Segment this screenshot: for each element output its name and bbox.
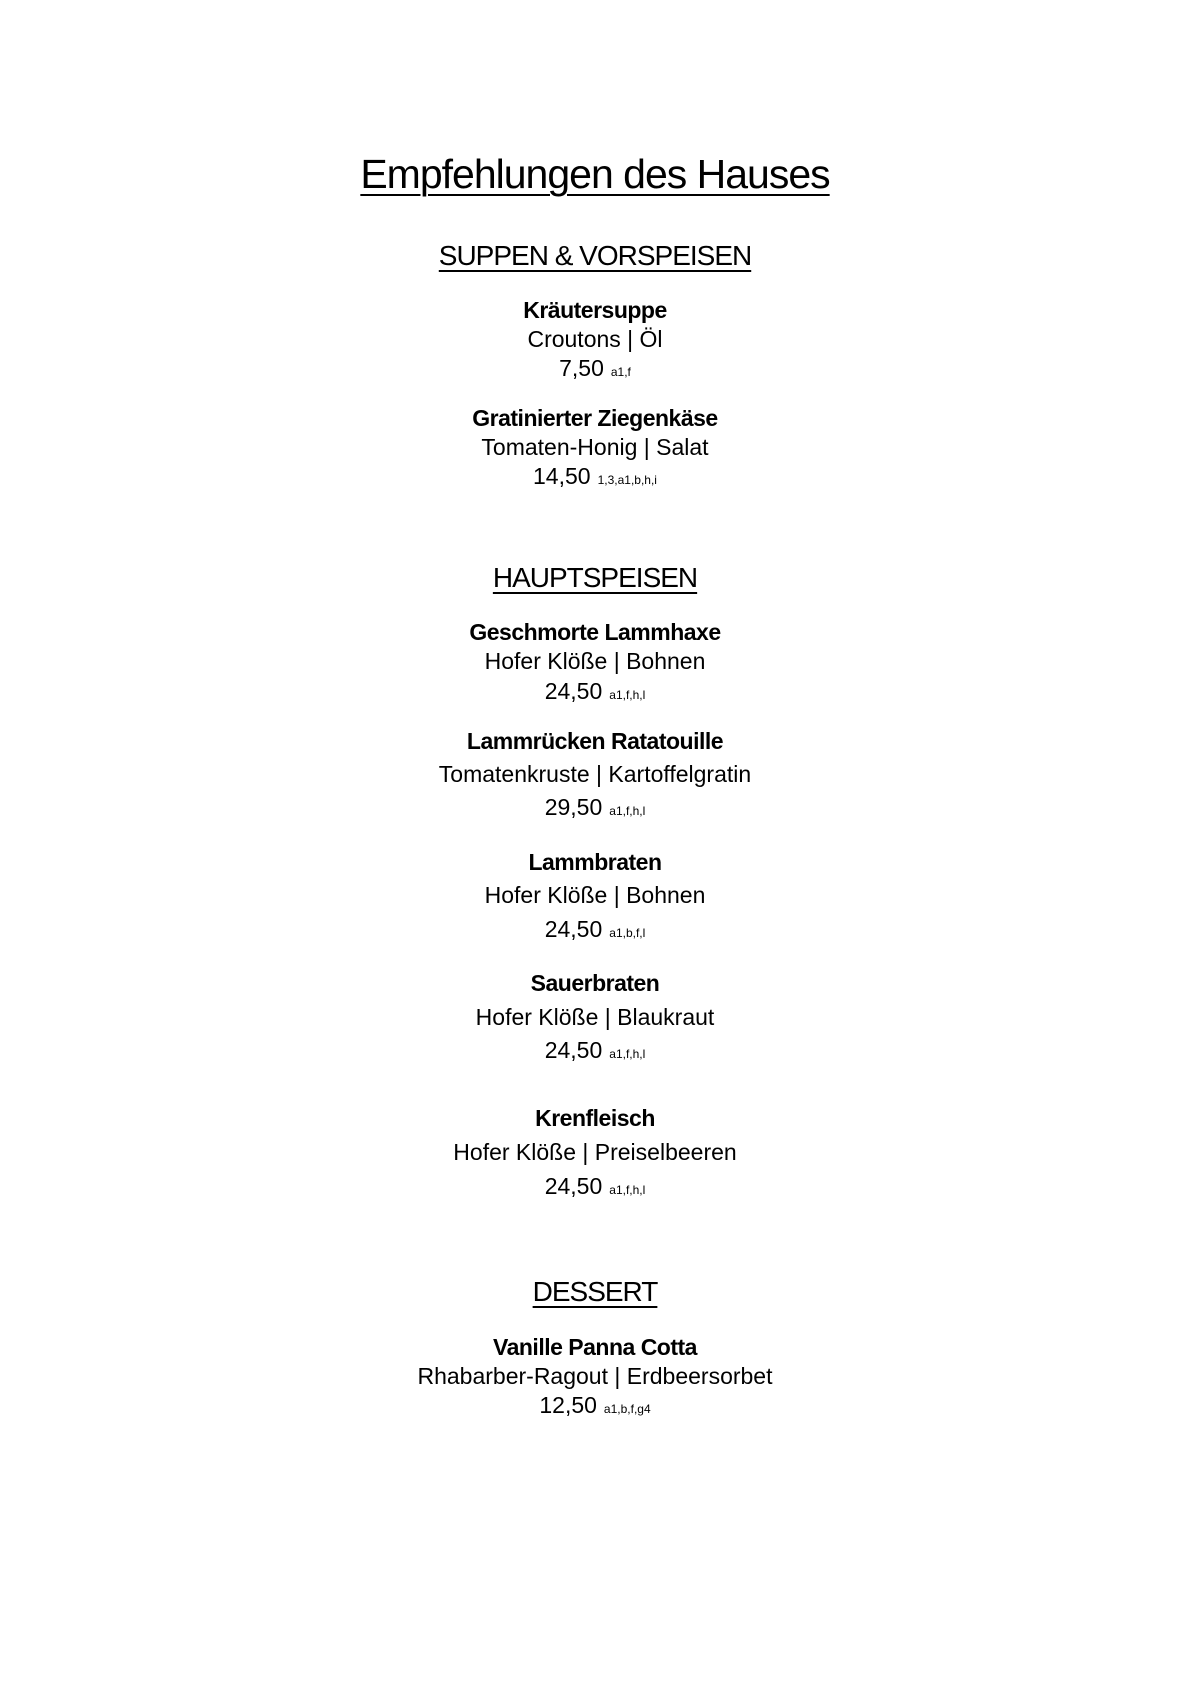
dish-name: Kräutersuppe — [523, 297, 667, 323]
dish-description: Hofer Klöße | Bohnen — [484, 882, 706, 908]
dish-price-line — [0, 1036, 1190, 1068]
dish-description: Hofer Klöße | Blaukraut — [475, 1004, 715, 1030]
dish-allergens: 1,3,a1,b,h,i — [597, 473, 657, 487]
dish-price: 24,50 — [544, 1173, 603, 1199]
dish-allergens: a1,b,f,g4 — [603, 1402, 651, 1416]
dish-description: Croutons | Öl — [527, 326, 663, 352]
dish-name: Gratinierter Ziegenkäse — [472, 405, 718, 431]
dish-description: Hofer Klöße | Bohnen — [484, 648, 706, 674]
section-heading-suppen-vorspeisen: SUPPEN & VORSPEISEN — [438, 240, 752, 271]
dish-price: 29,50 — [544, 794, 603, 820]
dish-price: 7,50 — [559, 355, 604, 381]
dish-price-line — [0, 354, 1190, 386]
dish-name: Krenfleisch — [535, 1105, 655, 1131]
dish-name: Vanille Panna Cotta — [493, 1334, 697, 1360]
dish-allergens: a1,f — [610, 365, 631, 379]
dish-price-line — [0, 915, 1190, 947]
dish-price: 14,50 — [533, 463, 591, 489]
dish-allergens: a1,f,h,l — [609, 1183, 646, 1197]
dish-name: Geschmorte Lammhaxe — [469, 619, 721, 645]
dish-name: Sauerbraten — [530, 970, 660, 996]
dish-allergens: a1,b,f,l — [609, 926, 646, 940]
dish-description: Tomatenkruste | Kartoffelgratin — [438, 761, 752, 787]
dish-allergens: a1,f,h,l — [609, 804, 646, 818]
dish-price: 24,50 — [544, 1037, 603, 1063]
dish-price-line — [0, 462, 1190, 494]
dish-name: Lammbraten — [528, 849, 662, 875]
dish-price-line — [0, 1172, 1190, 1204]
dish-price-line — [0, 677, 1190, 709]
dish-name: Lammrücken Ratatouille — [466, 728, 724, 754]
dish-description: Rhabarber-Ragout | Erdbeersorbet — [417, 1363, 773, 1389]
dish-price-line — [0, 1391, 1190, 1423]
dish-description: Hofer Klöße | Preiselbeeren — [453, 1139, 737, 1165]
page-title: Empfehlungen des Hauses — [360, 151, 830, 197]
dish-description: Tomaten-Honig | Salat — [481, 434, 709, 460]
dish-price: 24,50 — [544, 916, 603, 942]
section-heading-dessert: DESSERT — [532, 1276, 658, 1307]
dish-allergens: a1,f,h,l — [609, 688, 646, 702]
dish-price: 12,50 — [539, 1392, 597, 1418]
section-heading-hauptspeisen: HAUPTSPEISEN — [492, 562, 698, 593]
dish-allergens: a1,f,h,l — [609, 1047, 646, 1061]
dish-price: 24,50 — [544, 678, 603, 704]
dish-price-line — [0, 793, 1190, 825]
